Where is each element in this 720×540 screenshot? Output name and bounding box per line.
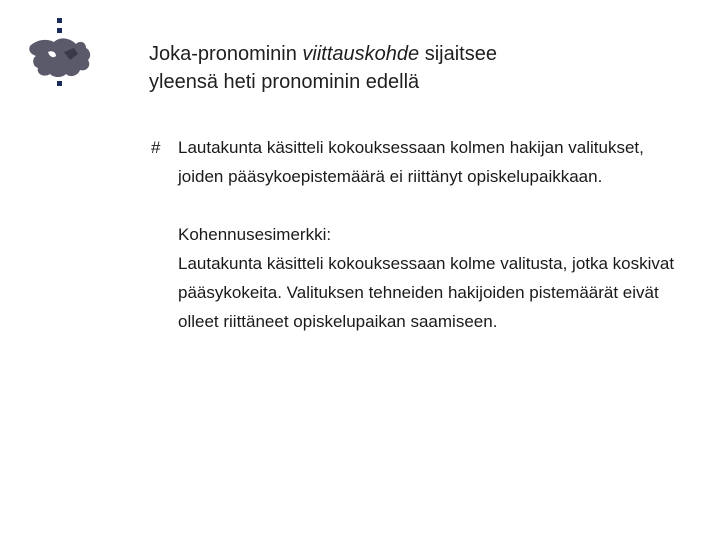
title-sijaitsee: sijaitsee bbox=[419, 43, 497, 65]
example-heading: Kohennusesimerkki: bbox=[178, 225, 332, 244]
university-logo-icon bbox=[20, 18, 100, 100]
example-block bbox=[178, 220, 691, 336]
title-viittauskohde: viittauskohde bbox=[302, 43, 420, 65]
slide-content bbox=[151, 133, 691, 336]
title-line-2: yleensä heti pronominin edellä bbox=[149, 71, 420, 93]
title-joka: Joka bbox=[149, 43, 192, 65]
bullet-symbol: # bbox=[151, 138, 161, 157]
title-line-1 bbox=[149, 40, 689, 68]
title-pronominin: -pronominin bbox=[191, 43, 303, 65]
bullet-text: Lautakunta käsitteli kokouksessaan kolmen hakijan valitukset, joiden pääsykoepistemäärä ei riittänyt opiskelupaikkaan. bbox=[178, 138, 644, 186]
bullet-item bbox=[151, 133, 691, 191]
slide-title bbox=[149, 40, 689, 96]
example-text: Lautakunta käsitteli kokouksessaan kolme valitusta, jotka koskivat pääsykokeita. Valituksen tehneiden hakijoiden pistemäärät eivät olleet riittäneet opiskelupaikan saamiseen. bbox=[178, 254, 675, 331]
